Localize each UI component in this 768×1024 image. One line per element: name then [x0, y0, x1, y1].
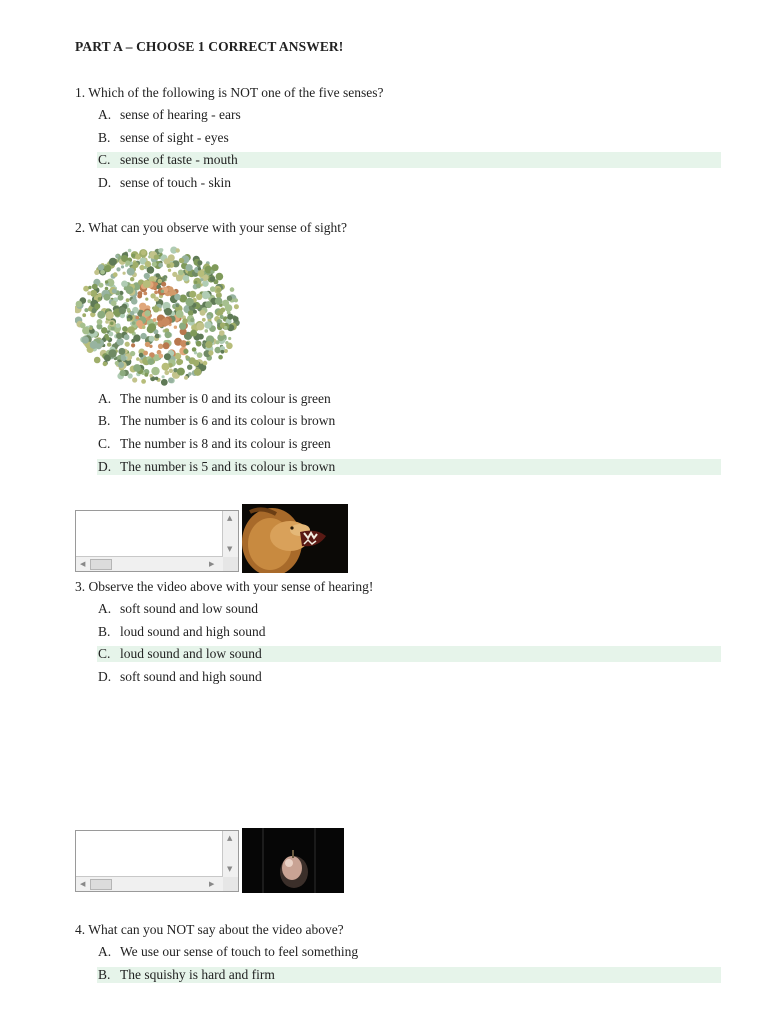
plate-dot: [205, 301, 212, 308]
plate-dot: [103, 294, 110, 301]
plate-dot: [76, 301, 83, 308]
q1-option-b[interactable]: [97, 130, 721, 146]
plate-dot: [202, 291, 210, 299]
plate-dot: [99, 283, 104, 288]
plate-dot: [125, 260, 130, 265]
plate-dot: [144, 310, 150, 316]
option-text: loud sound and high sound: [120, 624, 266, 639]
q3-option-b[interactable]: [97, 624, 721, 640]
plate-dot: [212, 264, 219, 271]
plate-dot: [198, 270, 205, 277]
plate-dot: [120, 370, 126, 376]
horizontal-scrollbar[interactable]: [76, 876, 223, 891]
plate-dot: [145, 342, 150, 347]
question-3: 3. Observe the video above with your sense of hearing!: [75, 579, 374, 594]
plate-dot: [222, 300, 229, 307]
option-letter: A.: [98, 601, 112, 616]
plate-dot: [111, 300, 117, 306]
option-letter: A.: [98, 107, 112, 122]
plate-dot: [164, 308, 172, 316]
plate-dot: [143, 351, 148, 356]
plate-dot: [194, 351, 197, 354]
plate-dot: [130, 351, 135, 356]
plate-dot: [166, 264, 170, 268]
plate-dot: [168, 286, 173, 291]
color-blindness-test-image: [75, 244, 241, 386]
option-text: sense of hearing - ears: [120, 107, 241, 122]
q3-option-d[interactable]: [97, 669, 721, 685]
scroll-down-icon[interactable]: ▼: [227, 545, 233, 553]
scrollbar-thumb[interactable]: [90, 559, 112, 570]
q1-option-d[interactable]: [97, 175, 721, 191]
scrollbar-corner: [223, 557, 238, 571]
plate-dot: [176, 310, 184, 318]
plate-dot: [183, 349, 188, 354]
plate-dot: [83, 286, 89, 292]
plate-dot: [149, 374, 152, 377]
plate-dot: [104, 265, 111, 272]
q2-option-c[interactable]: [97, 436, 721, 452]
plate-dot: [158, 248, 163, 253]
plate-dot: [124, 334, 130, 340]
plate-dot: [97, 311, 105, 319]
plate-dot: [105, 280, 108, 283]
plate-dot: [118, 295, 124, 301]
plate-dot: [176, 359, 182, 365]
option-letter: B.: [98, 624, 111, 639]
scrollbar-thumb[interactable]: [90, 879, 112, 890]
option-text: sense of sight - eyes: [120, 130, 229, 145]
plate-dot: [179, 258, 184, 263]
plate-dot: [216, 312, 220, 316]
plate-dot: [218, 273, 223, 278]
plate-dot: [208, 350, 213, 355]
plate-dot: [108, 349, 116, 357]
q3-option-a[interactable]: [97, 601, 721, 617]
plate-dot: [172, 272, 177, 277]
plate-dot: [115, 361, 119, 365]
plate-dot: [203, 361, 208, 366]
question-4: 4. What can you NOT say about the video above?: [75, 922, 344, 937]
plate-dot: [164, 370, 169, 375]
plate-dot: [112, 289, 117, 294]
plate-dot: [187, 365, 192, 370]
plate-dot: [188, 372, 192, 376]
plate-dot: [162, 277, 166, 281]
plate-dot: [168, 269, 171, 272]
plate-dot: [103, 362, 108, 367]
plate-dot: [105, 320, 109, 324]
plate-dot: [205, 341, 212, 348]
plate-dot: [97, 319, 103, 325]
plate-dot: [164, 353, 171, 360]
q4-option-a[interactable]: [97, 944, 721, 960]
plate-dot: [127, 268, 135, 276]
plate-dot: [162, 318, 170, 326]
plate-dot: [148, 323, 156, 331]
plate-dot: [196, 322, 204, 330]
plate-dot: [106, 336, 110, 340]
option-letter: D.: [98, 459, 112, 474]
plate-dot: [158, 344, 163, 349]
plate-dot: [190, 318, 194, 322]
plate-dot: [96, 343, 102, 349]
plate-dot: [115, 254, 118, 257]
plate-dot: [218, 355, 223, 360]
plate-dot: [230, 287, 235, 292]
plate-dot: [216, 288, 221, 293]
plate-dot: [186, 342, 190, 346]
plate-dot: [131, 339, 135, 343]
video-player-box[interactable]: [75, 510, 239, 572]
plate-dot: [111, 327, 115, 331]
plate-dot: [132, 377, 137, 382]
plate-dot: [137, 294, 142, 299]
plate-dot: [125, 342, 130, 347]
question-1: 1. Which of the following is NOT one of the five senses?: [75, 85, 384, 100]
plate-dot: [149, 336, 155, 342]
plate-dot: [136, 357, 140, 361]
plate-dot: [174, 294, 180, 300]
plate-dot: [190, 330, 197, 337]
plate-dot: [196, 341, 202, 347]
plate-dot: [185, 355, 188, 358]
plate-dot: [202, 318, 206, 322]
plate-dot: [98, 264, 104, 270]
plate-dot: [219, 330, 225, 336]
option-letter: B.: [98, 130, 111, 145]
plate-dot: [132, 254, 136, 258]
plate-dot: [210, 286, 216, 292]
plate-dot: [182, 318, 188, 324]
plate-dot: [144, 266, 147, 269]
plate-dot: [155, 334, 160, 339]
option-letter: C.: [98, 436, 111, 451]
plate-dot: [161, 379, 168, 386]
option-text: soft sound and low sound: [120, 601, 258, 616]
option-letter: B.: [98, 967, 111, 982]
scroll-down-icon[interactable]: ▼: [227, 865, 233, 873]
squishy-video-thumbnail[interactable]: [242, 828, 344, 893]
plate-dot: [197, 352, 203, 358]
q3-option-c[interactable]: [97, 646, 721, 662]
plate-dot: [139, 303, 146, 310]
q2-option-b[interactable]: [97, 413, 721, 429]
plate-dot: [234, 304, 239, 309]
plate-dot: [205, 329, 209, 333]
plate-dot: [143, 280, 151, 288]
q2-option-d[interactable]: [97, 459, 721, 475]
plate-dot: [152, 262, 157, 267]
plate-dot: [121, 265, 124, 268]
scroll-left-icon[interactable]: ◀: [80, 880, 86, 888]
plate-dot: [123, 272, 126, 275]
plate-dot: [94, 270, 99, 275]
q1-option-c[interactable]: [97, 152, 721, 168]
plate-dot: [140, 333, 146, 339]
plate-dot: [186, 264, 193, 271]
plate-dot: [111, 258, 116, 263]
plate-dot: [174, 326, 177, 329]
plate-dot: [116, 338, 123, 345]
plate-dot: [227, 314, 233, 320]
plate-dot: [84, 308, 88, 312]
plate-dot: [158, 263, 163, 268]
plate-dot: [225, 341, 228, 344]
plate-dot: [234, 298, 238, 302]
plate-dot: [136, 316, 140, 320]
plate-dot: [82, 313, 86, 317]
scroll-up-icon[interactable]: ▲: [227, 514, 233, 522]
option-text: sense of taste - mouth: [120, 152, 238, 167]
option-text: The number is 5 and its colour is brown: [120, 459, 336, 474]
plate-dot: [200, 278, 203, 281]
option-letter: D.: [98, 669, 112, 684]
plate-dot: [106, 311, 114, 319]
option-text: The number is 6 and its colour is brown: [120, 413, 336, 428]
plate-dot: [202, 280, 209, 287]
plate-dot: [161, 282, 166, 287]
plate-dot: [142, 325, 146, 329]
plate-dot: [156, 273, 161, 278]
plate-dot: [196, 284, 201, 289]
option-text: sense of touch - skin: [120, 175, 231, 190]
vertical-scrollbar[interactable]: [222, 511, 238, 557]
plate-dot: [94, 357, 101, 364]
plate-dot: [110, 322, 114, 326]
plate-dot: [184, 376, 188, 380]
plate-dot: [193, 310, 197, 314]
scroll-right-icon[interactable]: ▶: [209, 880, 215, 888]
plate-dot: [215, 297, 223, 305]
plate-dot: [161, 290, 164, 293]
plate-dot: [126, 298, 130, 302]
plate-dot: [130, 277, 134, 281]
option-letter: A.: [98, 944, 112, 959]
option-text: We use our sense of touch to feel something: [120, 944, 359, 959]
option-text: The number is 8 and its colour is green: [120, 436, 331, 451]
video-player-box[interactable]: [75, 830, 239, 892]
plate-dot: [107, 342, 111, 346]
plate-dot: [196, 294, 202, 300]
plate-dot: [133, 364, 141, 372]
plate-dot: [176, 304, 180, 308]
plate-dot: [101, 327, 108, 334]
plate-dot: [150, 293, 155, 298]
plate-dot: [168, 377, 174, 383]
plate-dot: [128, 373, 133, 378]
plate-dot: [168, 254, 175, 261]
plate-dot: [127, 318, 131, 322]
plate-dot: [221, 350, 225, 354]
plate-dot: [151, 367, 159, 375]
plate-dot: [163, 342, 170, 349]
plate-dot: [127, 326, 134, 333]
plate-dot: [197, 260, 202, 265]
plate-dot: [89, 327, 92, 330]
plate-dot: [210, 276, 216, 282]
plate-dot: [116, 333, 122, 339]
horizontal-scrollbar[interactable]: [76, 556, 223, 571]
plate-dot: [113, 272, 118, 277]
plate-dot: [119, 307, 126, 314]
plate-dot: [80, 323, 86, 329]
plate-dot: [154, 255, 159, 260]
plate-dot: [131, 343, 135, 347]
option-text: The number is 0 and its colour is green: [120, 391, 331, 406]
plate-dot: [92, 284, 98, 290]
plate-dot: [154, 290, 158, 294]
vertical-scrollbar[interactable]: [222, 831, 238, 877]
plate-dot: [88, 286, 91, 289]
plate-dot: [204, 321, 211, 328]
plate-dot: [194, 281, 197, 284]
plate-dot: [116, 323, 121, 328]
scroll-left-icon[interactable]: ◀: [80, 560, 86, 568]
plate-dot: [233, 316, 239, 322]
plate-dot: [189, 291, 196, 298]
plate-dot: [124, 286, 128, 290]
plate-dot: [98, 297, 102, 301]
option-text: soft sound and high sound: [120, 669, 262, 684]
plate-dot: [133, 296, 136, 299]
plate-dot: [87, 291, 91, 295]
q1-option-a[interactable]: [97, 107, 721, 123]
plate-dot: [118, 348, 125, 355]
plate-dot: [193, 360, 199, 366]
plate-dot: [128, 249, 132, 253]
plate-dot: [176, 248, 180, 252]
option-text: loud sound and low sound: [120, 646, 262, 661]
scroll-right-icon[interactable]: ▶: [209, 560, 215, 568]
plate-dot: [215, 340, 219, 344]
plate-dot: [145, 298, 148, 301]
plate-dot: [158, 279, 163, 284]
plate-dot: [183, 275, 189, 281]
question-2: 2. What can you observe with your sense of sight?: [75, 220, 347, 235]
plate-dot: [153, 318, 157, 322]
page-title: PART A – CHOOSE 1 CORRECT ANSWER!: [75, 39, 344, 54]
plate-dot: [141, 250, 146, 255]
plate-dot: [132, 321, 136, 325]
option-letter: C.: [98, 646, 111, 661]
plate-dot: [143, 292, 147, 296]
plate-dot: [88, 307, 92, 311]
plate-dot: [127, 308, 131, 312]
plate-dot: [121, 356, 126, 361]
plate-dot: [130, 311, 135, 316]
plate-dot: [185, 298, 193, 306]
plate-dot: [228, 337, 231, 340]
q2-option-a[interactable]: [97, 391, 721, 407]
option-letter: A.: [98, 391, 112, 406]
plate-dot: [82, 336, 89, 343]
plate-dot: [121, 281, 128, 288]
plate-dot: [153, 306, 159, 312]
plate-dot: [227, 296, 232, 301]
option-letter: C.: [98, 152, 111, 167]
plate-dot: [144, 273, 150, 279]
option-text: The squishy is hard and firm: [120, 967, 275, 982]
plate-dot: [139, 353, 144, 358]
plate-dot: [194, 368, 202, 376]
plate-dot: [155, 377, 159, 381]
plate-dot: [200, 310, 206, 316]
plate-dot: [220, 315, 224, 319]
option-letter: B.: [98, 413, 111, 428]
plate-dot: [165, 331, 172, 338]
option-letter: D.: [98, 175, 112, 190]
plate-dot: [162, 375, 165, 378]
scroll-up-icon[interactable]: ▲: [227, 834, 233, 842]
plate-dot: [177, 368, 185, 376]
plate-dot: [224, 326, 228, 330]
q4-option-b[interactable]: [97, 967, 721, 983]
plate-dot: [192, 347, 197, 352]
plate-dot: [116, 267, 120, 271]
plate-dot: [207, 315, 211, 319]
plate-dot: [94, 303, 100, 309]
lion-roaring-image[interactable]: [242, 504, 348, 573]
scrollbar-corner: [223, 877, 238, 891]
plate-dot: [122, 326, 128, 332]
plate-dot: [141, 379, 146, 384]
plate-dot: [159, 354, 164, 359]
plate-dot: [148, 358, 155, 365]
plate-dot: [169, 369, 173, 373]
plate-dot: [136, 320, 143, 327]
plate-dot: [133, 262, 139, 268]
plate-dot: [105, 287, 109, 291]
plate-dot: [162, 363, 170, 371]
plate-dot: [109, 332, 114, 337]
plate-dot: [178, 270, 184, 276]
plate-dot: [198, 267, 201, 270]
